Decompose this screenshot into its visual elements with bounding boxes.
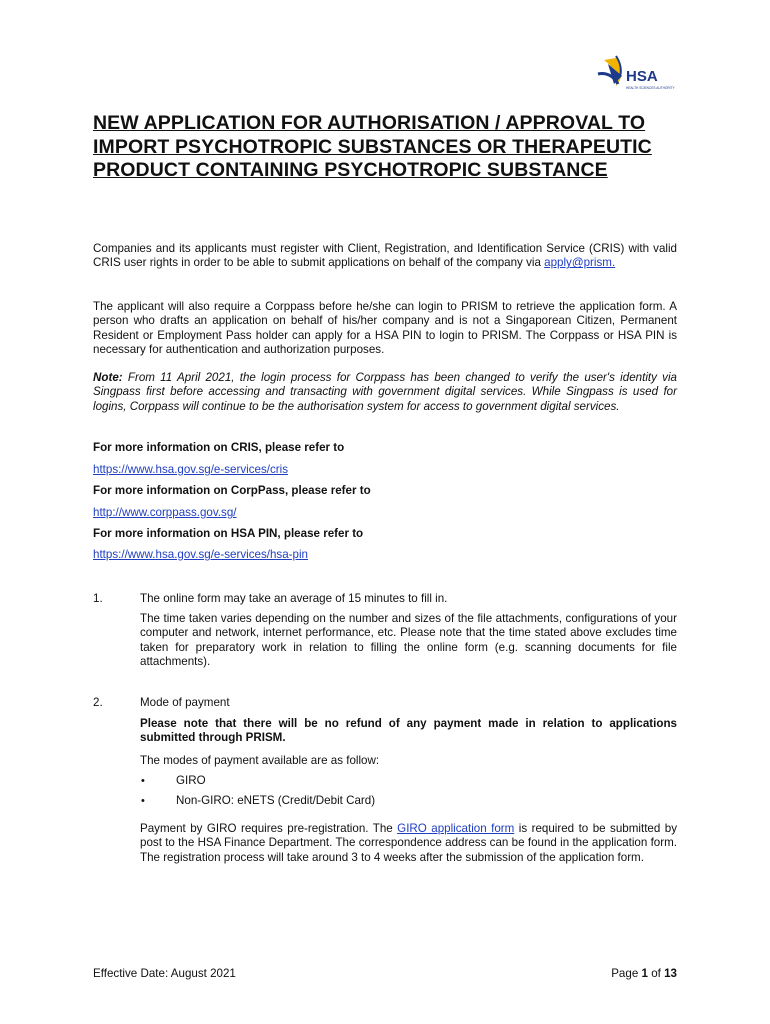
note-text: From 11 April 2021, the login process for Corppass has been changed to verify the user's identity via Singpass first before accessing and transacting with government digital services. While Singpass is used for logins, Corppass will continue to be the authorisation system for access to government digital services.: [93, 371, 677, 413]
giro-text-pre: Payment by GIRO requires pre-registration. The: [140, 822, 398, 835]
giro-paragraph: [140, 822, 677, 865]
item-1-heading: The online form may take an average of 15 minutes to fill in.: [140, 592, 448, 605]
cris-link[interactable]: https://www.hsa.gov.sg/e-services/cris: [93, 463, 289, 476]
logo-subtext: HEALTH SCIENCES AUTHORITY: [626, 86, 675, 90]
payment-mode-enets: Non-GIRO: eNETS (Credit/Debit Card): [176, 794, 376, 807]
corppass-info-line: [93, 506, 677, 520]
corppass-info-heading: For more information on CorpPass, please refer to: [93, 484, 371, 497]
hsa-logo-mark: [596, 54, 676, 94]
cris-info-heading: For more information on CRIS, please refer to: [93, 441, 345, 454]
payment-modes-intro: The modes of payment available are as follow:: [140, 754, 380, 767]
document-title: NEW APPLICATION FOR AUTHORISATION / APPROVAL TO IMPORT PSYCHOTROPIC SUBSTANCES OR THERAPEUTIC PRODUCT CONTAINING PSYCHOTROPIC SUBSTANCE: [93, 112, 652, 181]
intro-paragraph-corppass: The applicant will also require a Corppass before he/she can login to PRISM to retrieve the application form. A person who drafts an application on behalf of his/her company and is not a Singaporean Citizen, Permanent Resident or Employment Pass holder can apply for a HSA PIN to login to PRISM. The Corppass or HSA PIN is necessary for authentication and authorization purposes.: [93, 300, 677, 357]
bullet-icon: •: [141, 775, 145, 787]
logo-text: HSA: [626, 68, 658, 85]
hsa-pin-info-heading: For more information on HSA PIN, please refer to: [93, 527, 364, 540]
item-2-heading: Mode of payment: [140, 696, 230, 709]
intro-cris-text: Companies and its applicants must register with Client, Registration, and Identification Service (CRIS) with valid CRIS user rights in order to be able to submit applications on behalf of the company via: [93, 242, 677, 270]
note-label: Note:: [93, 371, 123, 384]
cris-info-line: [93, 463, 677, 477]
payment-mode-giro: GIRO: [176, 774, 206, 787]
intro-paragraph-cris: [93, 242, 677, 271]
page-number: [611, 967, 677, 981]
note-paragraph: [93, 371, 677, 414]
giro-application-form-link[interactable]: GIRO application form: [397, 822, 515, 835]
hsa-pin-link[interactable]: https://www.hsa.gov.sg/e-services/hsa-pin: [93, 548, 309, 561]
apply-prism-link[interactable]: apply@prism.: [544, 256, 616, 270]
corppass-link[interactable]: http://www.corppass.gov.sg/: [93, 506, 237, 519]
current-page: 1: [641, 967, 648, 980]
refund-note: Please note that there will be no refund of any payment made in relation to applications submitted through PRISM.: [140, 717, 677, 745]
giro-text-post: is required to be submitted by post to the HSA Finance Department. The correspondence address can be found in the application form. The registration process will take around 3 to 4 weeks after the submission of the application form.: [140, 822, 677, 864]
hsa-pin-info-line: [93, 548, 677, 562]
effective-date: Effective Date: August 2021: [93, 967, 236, 980]
item-1-number: 1.: [93, 592, 103, 605]
item-1-body: The time taken varies depending on the number and sizes of the file attachments, configurations of your computer and network, internet performance, etc. Please note that the time stated above excludes time taken for preparatory work in relation to filling the online form (e.g. scanning documents for file attachments).: [140, 612, 677, 669]
total-pages: 13: [664, 967, 677, 980]
item-2-number: 2.: [93, 696, 103, 709]
hsa-logo: [596, 54, 676, 94]
page-word: Page: [611, 967, 639, 980]
bullet-icon: •: [141, 795, 145, 807]
of-word: of: [651, 967, 661, 980]
